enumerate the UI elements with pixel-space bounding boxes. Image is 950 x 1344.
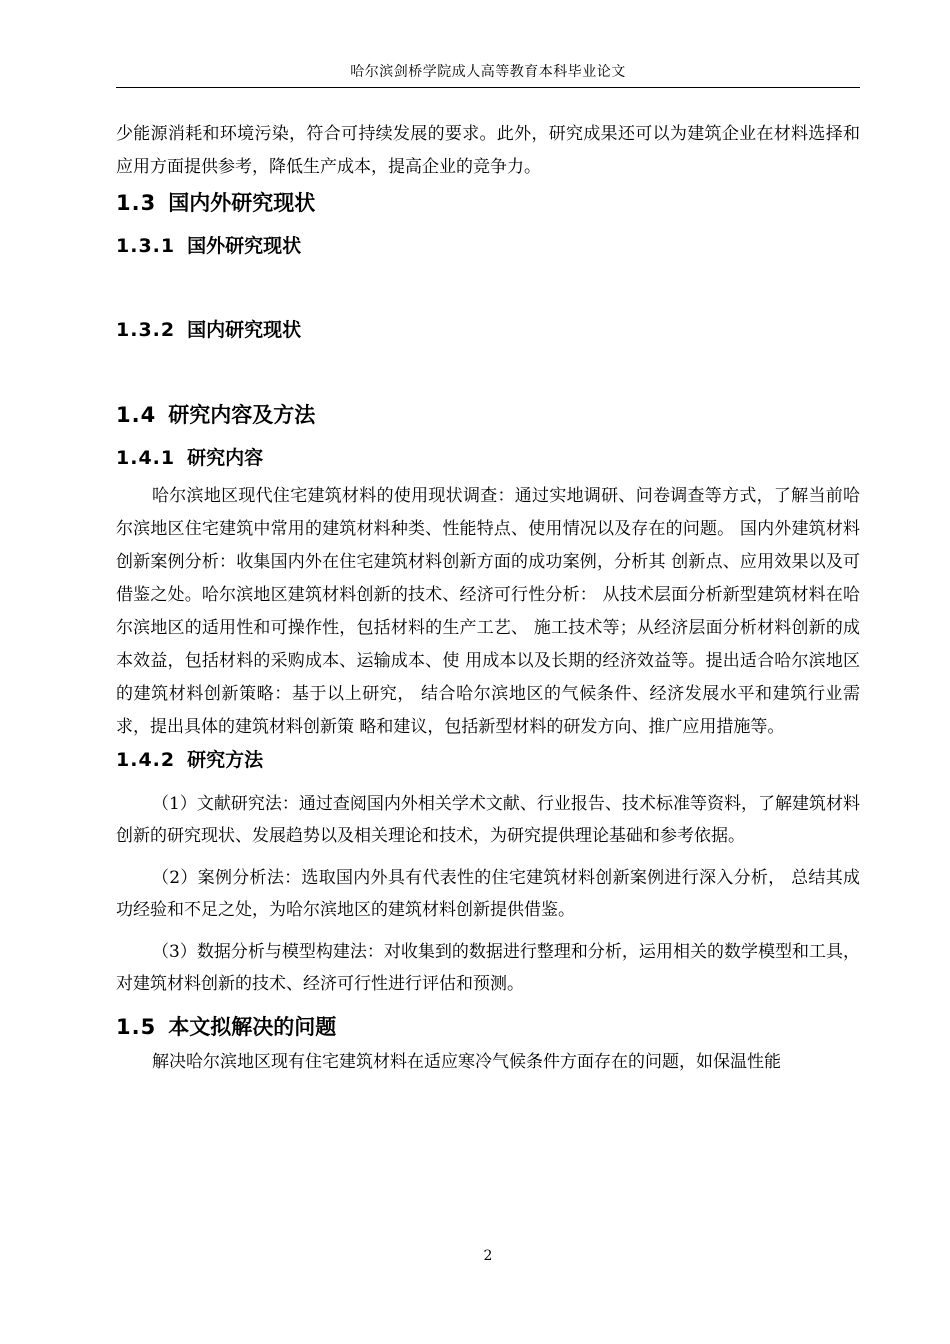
method-literature-paragraph: （1）文献研究法：通过查阅国内外相关学术文献、行业报告、技术标准等资料，了解建筑材料创新的研究现状、发展趋势以及相关理论和技术，为研究提供理论基础和参考依据。 [116, 794, 860, 846]
page-number: 2 [483, 1248, 493, 1264]
section-title: 本文拟解决的问题 [168, 1015, 337, 1039]
section-number: 1.4.1 [116, 447, 176, 469]
page-header: 哈尔滨剑桥学院成人高等教育本科毕业论文 [350, 64, 626, 80]
method-data-paragraph: （3）数据分析与模型构建法：对收集到的数据进行整理和分析，运用相关的数学模型和工具，对建筑材料创新的技术、经济可行性进行评估和预测。 [116, 942, 860, 994]
section-number: 1.4.2 [116, 749, 176, 771]
section-1-4-1-heading [116, 444, 860, 472]
section-title: 国内研究现状 [187, 319, 302, 341]
section-title: 国内外研究现状 [168, 191, 316, 215]
section-1-4-2-heading [116, 746, 860, 774]
section-title: 研究内容及方法 [168, 403, 316, 427]
section-title: 研究内容 [187, 447, 264, 469]
section-number: 1.4 [116, 403, 157, 427]
section-1-3-heading [116, 188, 860, 218]
section-number: 1.3 [116, 191, 157, 215]
method-case-paragraph: （2）案例分析法：选取国内外具有代表性的住宅建筑材料创新案例进行深入分析， 总结其成功经验和不足之处，为哈尔滨地区的建筑材料创新提供借鉴。 [116, 868, 860, 920]
page-body [116, 118, 860, 1079]
intro-paragraph: 少能源消耗和环境污染，符合可持续发展的要求。此外，研究成果还可以为建筑企业在材料选择和应用方面提供参考，降低生产成本，提高企业的竞争力。 [116, 124, 860, 177]
section-number: 1.5 [116, 1015, 157, 1039]
problem-paragraph: 解决哈尔滨地区现有住宅建筑材料在适应寒冷气候条件方面存在的问题，如保温性能 [152, 1052, 781, 1072]
section-1-5-heading [116, 1012, 860, 1042]
section-1-4-heading [116, 400, 860, 430]
section-title: 研究方法 [187, 749, 264, 771]
header-divider [116, 87, 860, 88]
section-1-3-1-heading [116, 232, 860, 260]
section-number: 1.3.2 [116, 319, 176, 341]
section-title: 国外研究现状 [187, 235, 302, 257]
section-number: 1.3.1 [116, 235, 176, 257]
section-1-3-2-heading [116, 316, 860, 344]
research-content-paragraph: 哈尔滨地区现代住宅建筑材料的使用现状调查：通过实地调研、问卷调查等方式，了解当前哈尔滨地区住宅建筑中常用的建筑材料种类、性能特点、使用情况以及存在的问题。 国内外建筑材料创新案例分析：收集国内外在住宅建筑材料创新方面的成功案例，分析其 创新点、应用效果以及可借鉴之处。哈尔滨地区建筑材料创新的技术、经济可行性分析： 从技术层面分析新型建筑材料在哈尔滨地区的适用性和可操作性，包括材料的生产工艺、 施工技术等；从经济层面分析材料创新的成本效益，包括材料的采购成本、运输成本、使 用成本以及长期的经济效益等。提出适合哈尔滨地区的建筑材料创新策略：基于以上研究， 结合哈尔滨地区的气候条件、经济发展水平和建筑行业需求，提出具体的建筑材料创新策 略和建议，包括新型材料的研发方向、推广应用措施等。 [116, 486, 860, 737]
